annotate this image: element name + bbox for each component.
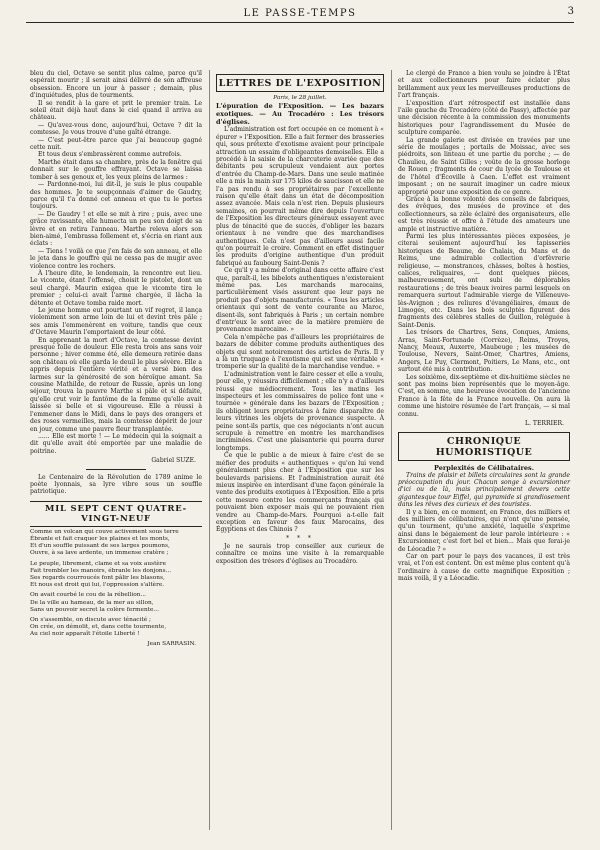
text-paragraph: Ce que le public a de mieux à faire c'est de se méfier des produits « authentiques » qu'on lui vend généralement plus cher à l'Exposition que sur les boulevards parisiens. Et l'administration aurait été mieux inspirée en interdisant d'une façon générale la vente des produits exotiques à l'Exposition. Elle a pris cette mesure contre les commerçants français qui pouvaient bien exposer mais qui ne pouvaient rien vendre au Champ-de-Mars. Pourquoi a-t-elle fait exception en faveur des faux Marocains, des Égyptiens et des Chinois ? <box>216 452 384 534</box>
text-paragraph: Ce qu'il y a même d'original dans cette affaire c'est que, paraît-il, les bibelots authentiques n'existeraient même pas. Les marchands marocains, particulièrement visés assurent que leur pays ne produit pas d'objets manufacturés. « Tous les articles orientaux qui sont de vente courante au Maroc, disent-ils, sont fabriqués à Paris ; un certain nombre d'entr'eux le sont avec de la matière première de provenance marocaine. » <box>216 267 384 334</box>
text-paragraph: Les trésors de Chartres, Sens, Conques, Amiens, Arras, Saint-Fortunade (Corrèze), Reims, Troyes, Nancy, Meaux, Auxerre, Maubeuge ; les musées de Toulouse, Nevers, Saint-Omer, Chartres, Amiens, Angers, Le Puy, Clermont, Poitiers, Le Mans, etc., ont surtout été mis à contribution. <box>398 329 570 374</box>
text-paragraph: — De Gaudry ! et elle se mit à rire ; puis, avec une grâce ravissante, elle humecta un peu son doigt de sa lèvre et en retira l'anneau. Marthe releva alors son bien-aimé, l'embrassa follement et, s'écria en riant aux éclats : <box>30 210 202 248</box>
poem <box>30 529 202 648</box>
poem-line: Et d'un souffle puissant de ses larges poumons, <box>30 543 170 550</box>
page-number: 3 <box>567 6 574 17</box>
text-paragraph: Le jeune homme eut pourtant un vif regret, il lança violemment son arme loin de lui et devint très pâle ; ses amis l'emmenèrent en voiture, tandis que ceux d'Octave Maurin l'emportaient de leur côté. <box>30 307 202 337</box>
poem-line: On s'assemble, on discute avec ténacité ; <box>30 616 151 623</box>
poem-line: Le peuple, librement, clame et sa voix austère <box>30 560 167 567</box>
text-paragraph: La grande galerie est divisée en travées par une série de moulages ; portails de Moissac, avec ses piédroits, son linteau et une partie du porche ; — de Chaulieu, de Saint Gilles ; voûte de la grosse horloge de Rouen ; fragments de cour du lycée de Toulouse et de l'hôtel d'Écoville à Caen. L'effet est vraiment imposant ; on ne saurait imaginer un cadre mieux approprié pour une exposition de ce genre. <box>398 136 570 196</box>
text-paragraph: Trains de plaisir et billets circulaires sont la grande préoccupation du jour. Chacun songe à excursionner d'ici ou de là, mais principalement devers cette gigantesque tour Eiffel, qui pyramide si grandiosement dans les rêves des curieux et des touristes. <box>398 471 570 509</box>
poem-line: De la ville au hameau, de la mer au sillon, <box>30 599 154 606</box>
text-paragraph: Les soixième, dix-septième et dix-huitième siècles ne sont pas moins bien représentés que le moyen-âge. C'est, en somme, une heureuse évocation de l'ancienne France à la fête de la France nouvelle. On aura là comme une histoire résumée de l'art français, — si mal connu. <box>398 373 570 418</box>
text-paragraph: Car on part pour le pays des vacances, il est très vrai, et l'on est content. On est même plus content qu'à l'ordinaire à cause de cette magnifique Exposition ; mais voilà, il y a Léocadie. <box>398 552 570 583</box>
poem-line: Et nous est droit qui lui, l'oppression s'altère. <box>30 582 165 589</box>
text-paragraph: Et tous deux s'embrassèrent comme autrefois. <box>38 151 182 159</box>
poem-line: On crée, on démolit, et, dans cette tourmente, <box>30 624 167 631</box>
dateline: Paris, le 28 juillet. <box>273 95 327 101</box>
column-rule-1 <box>209 70 210 830</box>
poem-line: On avait courbé le cou de la rébellion... <box>30 592 147 599</box>
text-paragraph: — C'est peut-être parce que j'ai beaucoup gagné cette nuit. <box>30 136 202 152</box>
poem-line: Ouvre, à sa lave ardente, un immense cratère ; <box>30 550 169 557</box>
column-1 <box>30 70 202 648</box>
poem-line: Fait trembler les manoirs, ébranle les donjons... <box>30 567 172 574</box>
text-paragraph: En apprenant la mort d'Octave, la comtesse devint presque folle de douleur. Elle resta trois ans sans voir personne ; hiver comme été, elle demeura retirée dans son château où elle garda le deuil le plus sévère. Elle a appris depuis l'entière vérité et a versé bien des larmes sur la générosité de son héroïque amant. Sa cousine Mathilde, de retour de Russie, après un long séjour, trouva la pauvre Marthe si pâle et si défaite, qu'elle crut voir le fantôme de la femme qu'elle avait laissée si belle et si vigoureuse. Elle a réussi à l'emmener dans le Midi, dans le pays des orangers et des roses vermeilles, mais la comtesse dépérit de jour en jour, comme une pauvre fleur transplantée. <box>30 336 202 433</box>
separator-rule <box>86 469 146 470</box>
text-paragraph: Il y a bien, en ce moment, en France, des milliers et des milliers de célibataires, qui n'ont qu'une pensée, qu'un tourment, qu'une anxiété, laquelle s'exprime ainsi dans le bégaiement de leur parole intérieure : « Excursionner, c'est fort bel et bien... Mais que ferai-je de Léocadie ? » <box>398 508 570 553</box>
text-paragraph: Je ne saurais trop conseiller aux curieux de connaître ce moins une visite à la remarquable exposition des trésors d'églises au Trocadéro. <box>216 542 384 565</box>
poem-line: Comme un volcan qui couve activement sous terre <box>30 528 179 535</box>
author-signature: Gabriel SUZE. <box>151 457 196 465</box>
asterism-separator: * * * <box>286 534 314 542</box>
column-rule-2 <box>391 70 392 830</box>
poem-title: MIL SEPT CENT QUATRE-VINGT-NEUF <box>30 501 202 527</box>
text-paragraph: Le clergé de France a bien voulu se joindre à l'État et aux collectionneurs pour faire éclater plus brillamment aux yeux les merveilleuses productions de l'art français. <box>398 70 570 100</box>
text-paragraph: ...... Elle est morte ! — Le médecin qui la soignait a dit qu'elle avait été emportée par une maladie de poitrine. <box>30 432 202 455</box>
text-paragraph: Grâce à la bonne volonté des conseils de fabriques, des évêques, des musées de province et des collectionneurs, sa zèle éclairé des organisateurs, elle est très réussie et offre à l'étude des amateurs une ample et instructive matière. <box>398 195 570 233</box>
section-title-chronique: CHRONIQUE HUMORISTIQUE <box>398 432 570 461</box>
page-header <box>26 6 574 23</box>
poem-signature: Jean SARRASIN. <box>147 640 196 647</box>
text-paragraph: — Tiens ! voilà ce que j'en fais de son anneau, et elle le jeta dans le gouffre qui ne cessa pas de mugir avec violence contre les rochers. <box>30 247 202 270</box>
text-paragraph: — Pardonne-moi, lui dit-il, je suis le plus coupable des hommes. Je te soupçonnais d'aimer de Gaudry, parce qu'il t'a donné cet anneau et que tu le portes toujours. <box>30 181 202 211</box>
poem-line: Ébranle et fait craquer les plaines et les monts, <box>30 535 170 542</box>
journal-title: LE PASSE-TEMPS <box>243 8 357 19</box>
text-paragraph: — Qu'avez-vous donc, aujourd'hui, Octave ? dit la comtesse. Je vous trouve d'une gaîté étrange. <box>30 121 202 137</box>
author-signature: L. TERRIER. <box>525 420 564 428</box>
text-paragraph: bleu du ciel, Octave se sentit plus calme, parce qu'il espérait mourir ; il serait ainsi délivré de son affreuse obsession. Encore un jour à passer ; demain, plus d'inquiétudes, plus de tourments. <box>30 70 202 100</box>
column-3 <box>398 70 570 583</box>
text-paragraph: L'administration vent le faire cesser et elle a voulu, pour elle, y réussira difficilement ; elle n'y a d'ailleurs réussi que médiocrement. Tous les matins les inspecteurs et les commissaires de police font une « tournée » générale dans les bazars de l'Exposition ; ils obligent leurs propriétaires à faire disparaître de leurs vitrines les objets de provenance suspecte. À peine sont-ils partis, que ces négociants n'ont aucun scrupule à remettre en montre les marchandises incriminées. C'est une plaisanterie qui pourra durer longtemps. <box>216 370 384 452</box>
text-paragraph: Il se rendit à la gare et prit le premier train. Le soleil était déjà haut dans le ciel quand il arriva au château. <box>30 99 202 122</box>
text-paragraph: Parmi les plus intéressantes pièces exposées, je citerai seulement aujourd'hui les tapisseries historiques de Beaune, de Chalais, du Mans et de Reims, une admirable collection d'orfèvrerie religieuse, — monstrances, châsses, boîtes à hosties, calices, reliquaires, — dont quelques pièces, malheureusement, ont subi de déplorables restaurations ; de très beaux ivoires parmi lesquels on remarquera surtout l'admirable vierge de Villeneuve-lès-Avignon ; des reliures d'évangéliaires, émaux de Limoges, etc. Dans les bois sculptés figurent des fragments des célèbres stalles de Guillon, reléguée à Saint-Denis. <box>398 232 570 329</box>
text-paragraph: Cela n'empêche pas d'ailleurs les propriétaires de bazars de débiter comme produits authentiques des objets qui sont notoirement des articles de Paris. Il y a là un truquage à l'exotisme qui est une véritable « tromperie sur la qualité de la marchandise vendue. » <box>216 333 384 371</box>
text-paragraph: Marthe était dans sa chambre, près de la fenêtre qui donnait sur le gouffre effrayant. Octave se laissa tomber à ses genoux et, les yeux pleins de larmes : <box>30 158 202 181</box>
text-paragraph: L'administration est fort occupée en ce moment à « épurer » l'Exposition. Elle a fait fermer des brasseries qui, sous prétexte d'exotisme avaient pour principale attraction un essaim d'obligeantes demoiselles. Elle a procédé à la saisie de la charcuterie avariée que des débitants peu scrupuleux vendaient aux portes d'entrée du Champ-de-Mars. Dans une seule matinée elle a mis la main sur 175 kilos de saucisson et elle ne l'a pas rendu à ses propriétaires par l'excellente raison qu'elle était dans un état de décomposition assez avancée. Mais cela n'est rien. Depuis plusieurs semaines, on pourrait même dire depuis l'ouverture de l'Exposition les directeurs généraux essayent avec plus de ténacité que de succès, d'obliger les bazars orientaux à ne vendre que des marchandises authentiques. Cela n'est pas d'ailleurs aussi facile qu'on pourrait le croire. Comment en effet distinguer les produits d'origine authentique d'un produit fabriqué au faubourg Saint-Denis ? <box>216 126 384 267</box>
poem-line: Ses regards courroucés font pâlir les blasons, <box>30 574 165 581</box>
text-paragraph: À l'heure dite, le lendemain, la rencontre eut lieu. Le vicomte, étant l'offensé, choisit le pistolet, dont un seul chargé. Maurin exigea que le vicomte tira le premier ; celui-ci avait l'arme chargée, il lâcha la détente et Octave tomba raide mort. <box>30 269 202 307</box>
section-title-lettres: LETTRES DE L'EXPOSITION <box>216 74 384 92</box>
column-2 <box>216 70 384 565</box>
article-subtitle: Perplexités de Célibataires. <box>434 463 534 472</box>
poem-line: Au ciel noir apparaît l'étoile Liberté ! <box>30 631 140 638</box>
article-subtitle: L'épuration de l'Exposition. — Les bazars exotiques. — Au Trocadéro : Les trésors d'églises. <box>216 102 384 127</box>
text-paragraph: L'exposition d'art rétrospectif est installée dans l'aile gauche du Trocadéro (côté de Passy), affectée par une décision récente à la commission des monuments historiques pour l'agrandissement du Musée de sculpture comparée. <box>398 99 570 137</box>
poem-intro: Le Centenaire de la Révolution de 1789 anime le poète lyonnais, sa lyre vibre sous un souffle patriotique. <box>30 473 202 496</box>
poem-line: Sans un pouvoir secret la colère fermente... <box>30 606 159 613</box>
